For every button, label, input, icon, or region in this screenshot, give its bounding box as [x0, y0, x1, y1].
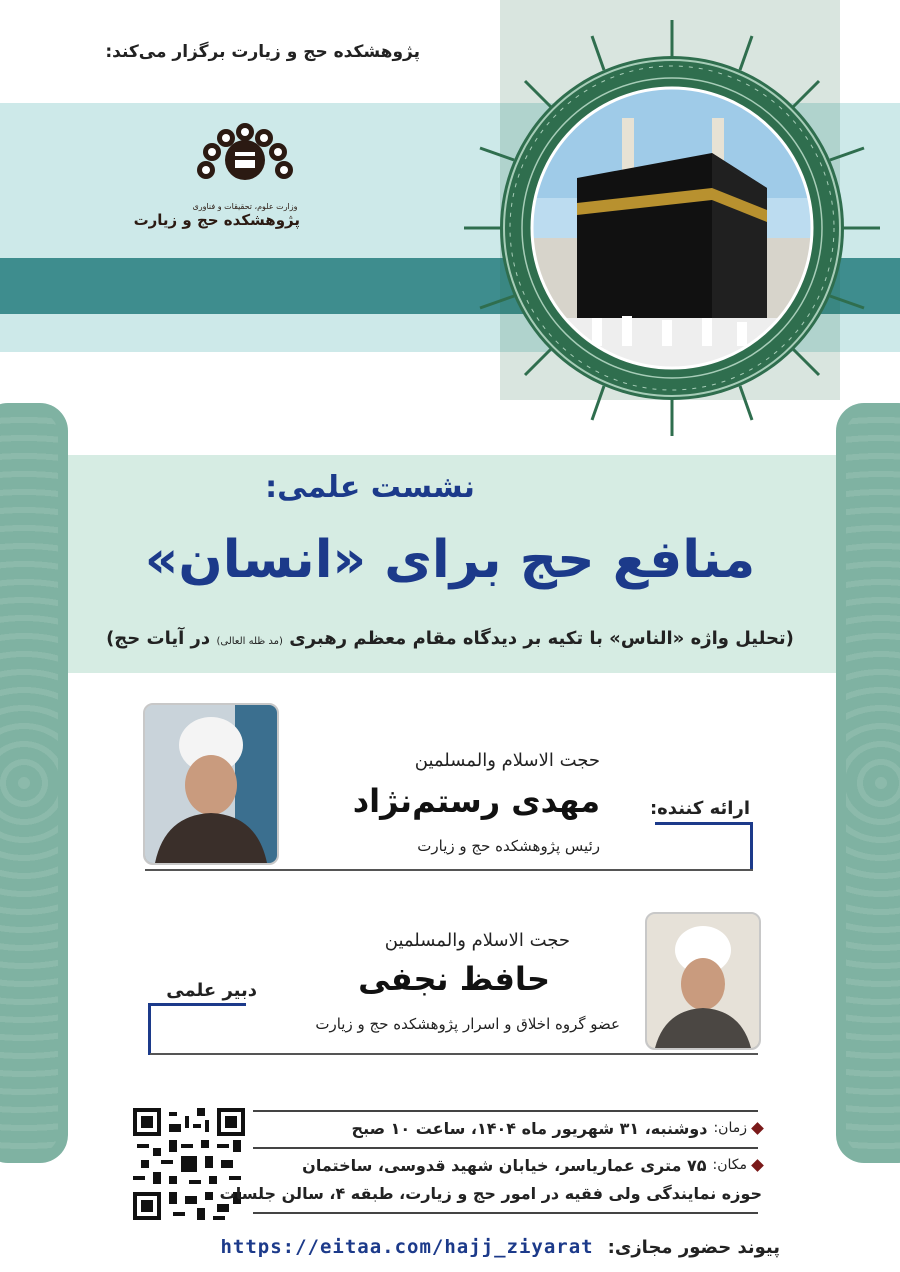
time-bullet-icon: [751, 1122, 764, 1135]
time-value: دوشنبه، ۳۱ شهریور ماه ۱۴۰۴، ساعت ۱۰ صبح: [351, 1118, 708, 1138]
secretary-photo: [645, 912, 761, 1050]
talk-subtitle-honorific: (مد ظله العالی): [216, 636, 283, 647]
details-bottom-rule: [253, 1212, 758, 1214]
place-line2: حوزه نمایندگی ولی فقیه در امور حج و زیارت، طبقه ۴، سالن جلسات: [219, 1184, 762, 1203]
qr-code[interactable]: [133, 1108, 245, 1220]
talk-subtitle-part2: در آیات حج): [106, 628, 211, 649]
online-link[interactable]: https://eitaa.com/hajj_ziyarat: [220, 1236, 594, 1258]
place-label: مکان:: [712, 1157, 747, 1173]
time-label: زمان:: [713, 1120, 747, 1136]
presenter-title: حجت الاسلام والمسلمین: [414, 750, 600, 771]
presenter-position: رئیس پژوهشکده حج و زیارت: [417, 837, 600, 855]
presenter-avatar-icon: [145, 705, 277, 863]
talk-label: نشست علمی:: [265, 470, 475, 505]
secretary-role-label: دبیر علمی: [166, 980, 257, 1001]
secretary-role-underline: [150, 1003, 246, 1006]
place-row: [262, 1153, 762, 1177]
time-row: [262, 1116, 762, 1140]
logo-caption-main: پژوهشکده حج و زیارت: [133, 211, 300, 229]
presenter-role-underline: [655, 822, 751, 825]
details-mid-rule: [253, 1147, 758, 1149]
qr-code-icon: [133, 1108, 245, 1220]
right-side-panel: [836, 403, 900, 1163]
presenter-role-bracket: [750, 822, 753, 870]
logo-emblem-icon: [190, 118, 300, 198]
presenter-name: مهدی رستم‌نژاد: [352, 782, 600, 820]
online-label: پیوند حضور مجازی:: [607, 1236, 780, 1258]
online-row: [120, 1232, 780, 1262]
talk-title: منافع حج برای «انسان»: [144, 530, 756, 590]
place-line1: ۷۵ متری عمارياسر، خیابان شهید قدوسی، ساختمان: [302, 1155, 707, 1175]
details-top-rule: [253, 1110, 758, 1112]
secretary-role-bracket: [148, 1003, 151, 1055]
kaaba-ornament: [462, 18, 882, 438]
secretary-position: عضو گروه اخلاق و اسرار پژوهشکده حج و زیارت: [315, 1015, 620, 1033]
organization-logo: [133, 118, 300, 248]
presenter-role-label: ارائه کننده:: [649, 798, 750, 819]
place-bullet-icon: [751, 1159, 764, 1172]
secretary-name: حافظ نجفی: [358, 960, 550, 998]
left-side-panel: [0, 403, 68, 1163]
talk-subtitle-part1: (تحلیل واژه «الناس» با تکیه بر دیدگاه مقام معظم رهبری: [289, 628, 794, 649]
logo-caption-top: وزارت علوم، تحقیقات و فناوری: [192, 202, 298, 211]
secretary-avatar-icon: [647, 914, 759, 1048]
presenter-divider: [145, 869, 753, 871]
secretary-title: حجت الاسلام والمسلمین: [384, 930, 570, 951]
secretary-divider: [150, 1053, 758, 1055]
organizer-text: پژوهشکده حج و زیارت برگزار می‌کند:: [105, 42, 420, 62]
kaaba-medallion-icon: [462, 18, 882, 438]
presenter-photo: [143, 703, 279, 865]
talk-subtitle: [80, 628, 820, 649]
